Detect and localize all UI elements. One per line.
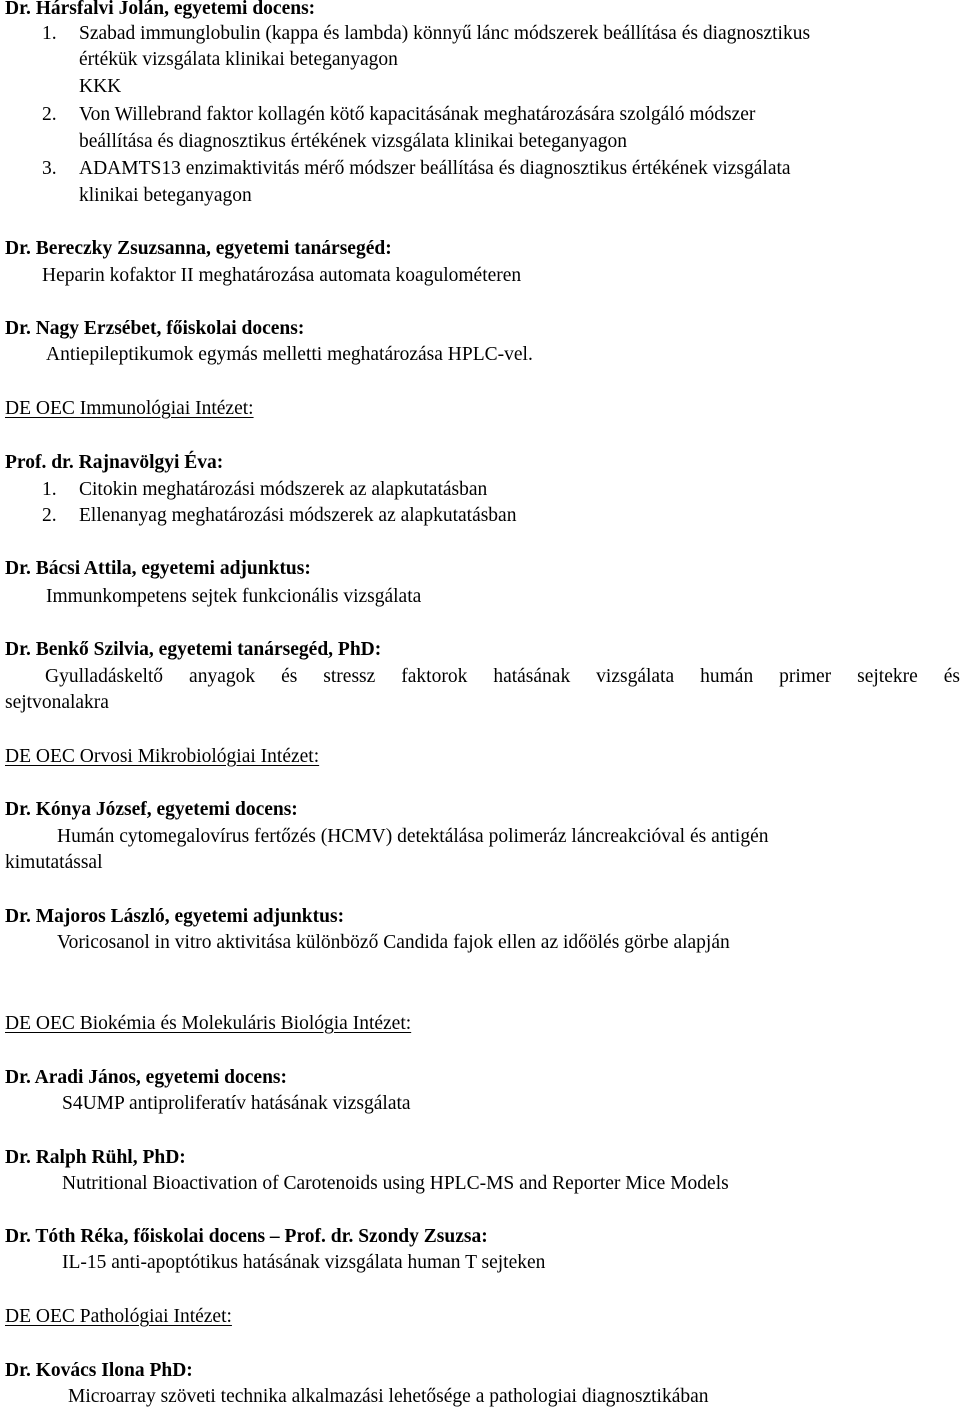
topic-line: klinikai beteganyagon: [79, 185, 252, 206]
topic-line: ADAMTS13 enzimaktivitás mérő módszer beállítása és diagnosztikus értékének vizsgálata: [79, 158, 791, 179]
topic-line: kimutatással: [5, 852, 103, 873]
institute-heading-biokemia: DE OEC Biokémia és Molekuláris Biológia Intézet:: [5, 1013, 412, 1034]
supervisor-toth: Dr. Tóth Réka, főiskolai docens – Prof. dr. Szondy Zsuzsa:: [5, 1226, 488, 1247]
institute-heading-mikro: DE OEC Orvosi Mikrobiológiai Intézet:: [5, 746, 320, 767]
supervisor-ruhl: Dr. Ralph Rühl, PhD:: [5, 1147, 186, 1168]
supervisor-bacsi: Dr. Bácsi Attila, egyetemi adjunktus:: [5, 558, 311, 579]
topic-line: Heparin kofaktor II meghatározása automata koagulométeren: [42, 265, 522, 286]
topic-line: Szabad immunglobulin (kappa és lambda) könnyű lánc módszerek beállítása és diagnosztikus: [79, 23, 811, 44]
topic-line: Citokin meghatározási módszerek az alapkutatásban: [79, 479, 488, 500]
topic-line: Immunkompetens sejtek funkcionális vizsgálata: [46, 586, 422, 607]
topic-line: Ellenanyag meghatározási módszerek az alapkutatásban: [79, 505, 517, 526]
topic-line: IL-15 anti-apoptótikus hatásának vizsgálata human T sejteken: [62, 1252, 546, 1273]
item-number: 1.: [42, 479, 57, 500]
supervisor-konya: Dr. Kónya József, egyetemi docens:: [5, 799, 298, 820]
supervisor-bereczky: Dr. Bereczky Zsuzsanna, egyetemi tanársegéd:: [5, 238, 392, 259]
topic-line: S4UMP antiproliferatív hatásának vizsgálata: [62, 1093, 411, 1114]
topic-line: Antiepileptikumok egymás melletti meghatározása HPLC-vel.: [46, 344, 533, 365]
topic-line: értékük vizsgálata klinikai beteganyagon: [79, 49, 398, 70]
item-number: 2.: [42, 104, 57, 125]
topic-line: Nutritional Bioactivation of Carotenoids using HPLC-MS and Reporter Mice Models: [62, 1173, 729, 1194]
supervisor-nagy: Dr. Nagy Erzsébet, főiskolai docens:: [5, 318, 305, 339]
topic-line: beállítása és diagnosztikus értékének vizsgálata klinikai beteganyagon: [79, 131, 627, 152]
item-number: 3.: [42, 158, 57, 179]
topic-line: Voricosanol in vitro aktivitása különböző Candida fajok ellen az időölés görbe alapján: [57, 932, 730, 953]
supervisor-benko: Dr. Benkő Szilvia, egyetemi tanársegéd, PhD:: [5, 639, 382, 660]
item-number: 2.: [42, 505, 57, 526]
topic-line: Microarray szöveti technika alkalmazási lehetősége a pathologiai diagnosztikában: [68, 1386, 709, 1407]
item-number: 1.: [42, 23, 57, 44]
topic-line: KKK: [79, 76, 122, 97]
institute-heading-immuno: DE OEC Immunológiai Intézet:: [5, 398, 254, 419]
supervisor-majoros: Dr. Majoros László, egyetemi adjunktus:: [5, 906, 345, 927]
supervisor-aradi: Dr. Aradi János, egyetemi docens:: [5, 1067, 288, 1088]
topic-line: Humán cytomegalovírus fertőzés (HCMV) detektálása polimeráz láncreakcióval és antigén: [57, 826, 769, 847]
institute-heading-patho: DE OEC Pathológiai Intézet:: [5, 1306, 232, 1327]
topic-line: sejtvonalakra: [5, 692, 109, 713]
topic-line: Gyulladáskeltő anyagok és stressz faktorok hatásának vizsgálata humán primer sejtekre és: [45, 666, 960, 687]
supervisor-harsfalvi: Dr. Hársfalvi Jolán, egyetemi docens:: [5, 0, 316, 19]
supervisor-rajnavolgyi: Prof. dr. Rajnavölgyi Éva:: [5, 452, 224, 473]
topic-line: Von Willebrand faktor kollagén kötő kapacitásának meghatározására szolgáló módszer: [79, 104, 756, 125]
supervisor-kovacs: Dr. Kovács Ilona PhD:: [5, 1360, 193, 1381]
